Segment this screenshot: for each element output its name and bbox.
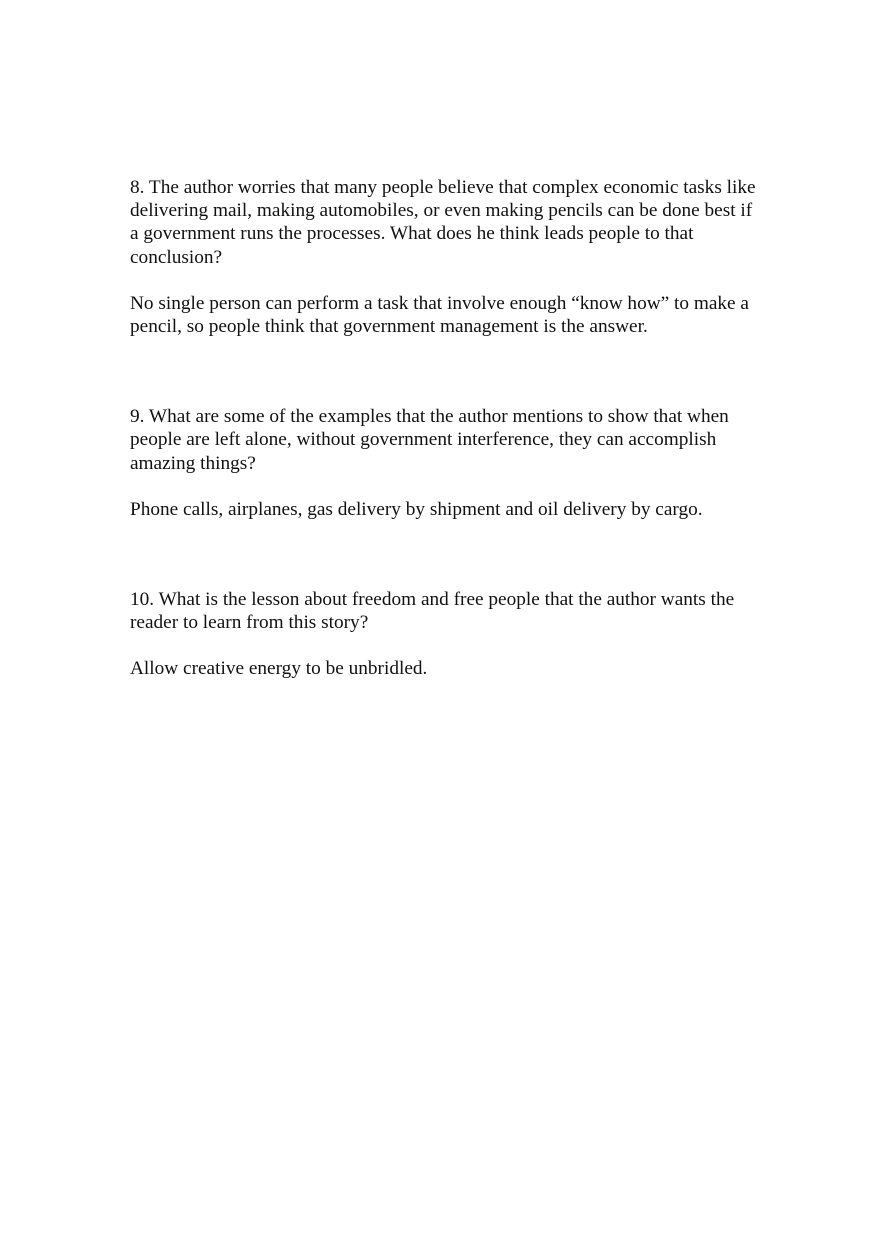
answer-8: No single person can perform a task that involve enough “know how” to make a pencil, so people think that government management is the answer.: [130, 292, 749, 338]
answer-9: Phone calls, airplanes, gas delivery by shipment and oil delivery by cargo.: [130, 498, 703, 520]
document-body: [130, 176, 760, 681]
answer-10: Allow creative energy to be unbridled.: [130, 658, 428, 680]
question-9: 9. What are some of the examples that the author mentions to show that when people are left alone, without government interference, they can accomplish amazing things?: [130, 406, 729, 474]
question-8: 8. The author worries that many people believe that complex economic tasks like delivering mail, making automobiles, or even making pencils can be done best if a government runs the processes. What does he think leads people to that conclusion?: [130, 177, 756, 268]
question-10: 10. What is the lesson about freedom and free people that the author wants the reader to learn from this story?: [130, 589, 735, 634]
